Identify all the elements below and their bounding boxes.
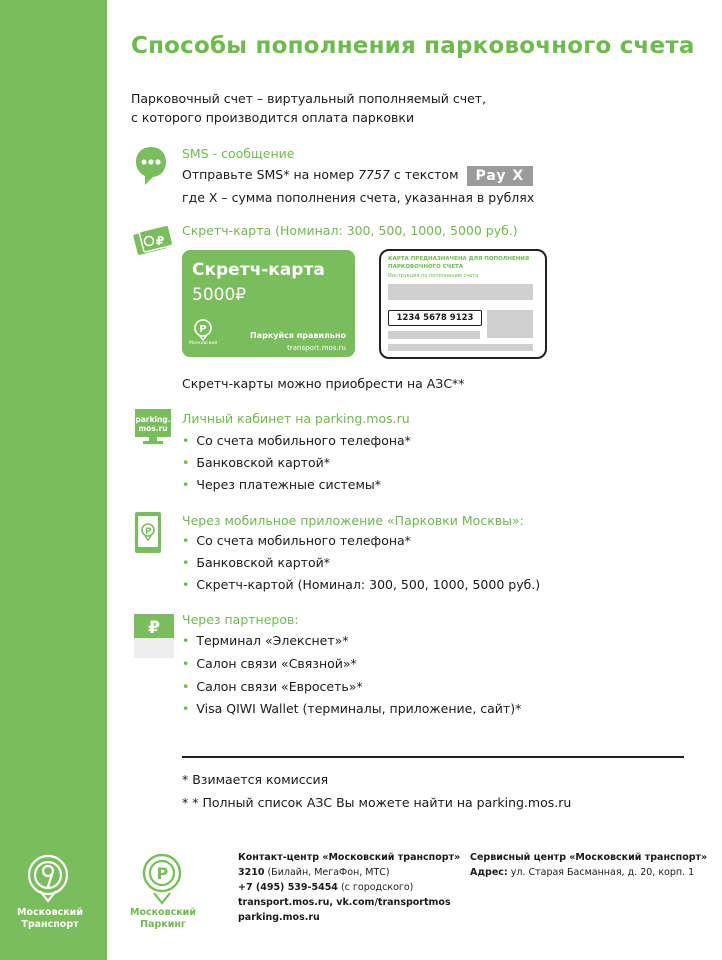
- parking-logo-line-2: Паркинг: [140, 919, 186, 930]
- card-back-instruction: Инструкция по пополнению счета: [388, 273, 479, 279]
- transport-logo-line-1: Московский: [17, 907, 83, 918]
- card-back-header-2: ПАРКОВОЧНОГО СЧЕТА: [388, 264, 463, 270]
- moscow-transport-logo-text: [0, 907, 100, 931]
- scratch-card-front: [182, 250, 355, 357]
- footnote-2: * * Полный список АЗС Вы можете найти на parking.mos.ru: [182, 795, 572, 810]
- card-back-scratch-area: [487, 310, 533, 338]
- intro-line-2: с которого производится оплата парковки: [131, 110, 415, 125]
- moscow-parking-logo-icon: [141, 853, 183, 905]
- smartphone-icon: [134, 511, 162, 554]
- contact-full-phone: +7 (495) 539-5454: [238, 882, 338, 893]
- contact-full-phone-note: (с городского): [337, 882, 414, 893]
- contact-center-block: [238, 850, 460, 925]
- monitor-text-1: parking.: [135, 415, 171, 424]
- ruble-terminal-icon: [134, 614, 174, 658]
- contact-short-phone-note: (Билайн, МегаФон, МТС): [264, 867, 390, 878]
- parking-logo-icon: [193, 319, 213, 341]
- card-site: transport.mos.ru: [287, 344, 346, 352]
- monitor-icon: [134, 408, 172, 446]
- page-title: Способы пополнения парковочного счета: [131, 33, 695, 59]
- service-address: ул. Старая Басманная, д. 20, корп. 1: [507, 867, 695, 878]
- contact-short-phone: 3210: [238, 867, 265, 878]
- service-center-block: [470, 850, 707, 880]
- cabinet-item: • Через платежные системы*: [182, 477, 381, 492]
- contact-sites-1[interactable]: transport.mos.ru, vk.com/transportmos: [238, 897, 451, 908]
- partners-section-title: Через партнеров:: [182, 612, 299, 627]
- card-back-header-1: КАРТА ПРЕДНАЗНАЧЕНА ДЛЯ ПОПОЛНЕНИЯ: [388, 256, 530, 262]
- card-logo-text: Московский: [189, 341, 218, 346]
- svg-text:₽: ₽: [148, 618, 160, 638]
- sms-section-title: SMS - сообщение: [182, 146, 295, 161]
- contact-sites-2[interactable]: parking.mos.ru: [238, 912, 320, 923]
- card-amount: 5000₽: [192, 285, 247, 305]
- app-section-title: Через мобильное приложение «Парковки Москвы»:: [182, 513, 524, 528]
- scratch-card-back: [379, 249, 547, 359]
- svg-text:P: P: [199, 324, 207, 335]
- moscow-parking-logo-text: [118, 907, 208, 931]
- sms-number: 7757: [358, 167, 390, 182]
- partner-item: • Терминал «Элекснет»*: [182, 633, 349, 648]
- scratch-card-icon: [133, 222, 173, 256]
- green-sidebar: [0, 0, 107, 960]
- card-back-bar: [388, 284, 533, 300]
- intro-text: [131, 89, 486, 127]
- card-slogan: Паркуйся правильно: [250, 331, 346, 340]
- sms-explanation: где X – сумма пополнения счета, указанная в рублях: [182, 190, 535, 205]
- partner-item: • Салон связи «Связной»*: [182, 656, 357, 671]
- partner-item: • Visa QIWI Wallet (терминалы, приложение, сайт)*: [182, 701, 521, 716]
- cabinet-section-title: Личный кабинет на parking.mos.ru: [182, 411, 410, 426]
- cabinet-item: • Банковской картой*: [182, 455, 330, 470]
- card-back-header: [388, 255, 529, 271]
- service-title: Сервисный центр «Московский транспорт»: [470, 852, 708, 863]
- svg-text:₽: ₽: [156, 234, 165, 248]
- divider: [182, 756, 684, 758]
- app-item: • Скретч-картой (Номинал: 300, 500, 1000, 5000 руб.): [182, 577, 540, 592]
- contact-title: Контакт-центр «Московский транспорт»: [238, 852, 461, 863]
- transport-logo-line-2: Транспорт: [21, 919, 79, 930]
- scratch-section-title: Скретч-карта (Номинал: 300, 500, 1000, 5000 руб.): [182, 223, 518, 238]
- monitor-text-2: mos.ru: [138, 424, 168, 433]
- card-back-line-2: [388, 344, 533, 351]
- card-name: Скретч-карта: [192, 260, 325, 280]
- partner-item: • Салон связи «Евросеть»*: [182, 679, 363, 694]
- moscow-transport-logo-icon: [26, 853, 70, 905]
- sms-instruction: [182, 166, 533, 186]
- sms-text-after: с текстом: [389, 167, 459, 182]
- sms-text-before: Отправьте SMS* на номер: [182, 167, 359, 182]
- parking-logo-line-1: Московский: [130, 907, 196, 918]
- svg-text:P: P: [156, 864, 169, 883]
- footnote-1: * Взимается комиссия: [182, 772, 329, 787]
- svg-text:P: P: [145, 527, 152, 537]
- card-back-code: 1234 5678 9123: [388, 310, 482, 326]
- app-item: • Со счета мобильного телефона*: [182, 533, 411, 548]
- app-item: • Банковской картой*: [182, 555, 330, 570]
- sms-code-badge: Pay X: [467, 166, 534, 186]
- card-back-line-1: [388, 331, 480, 339]
- chat-bubble-icon: [134, 145, 168, 187]
- scratch-note: Скретч-карты можно приобрести на АЗС**: [182, 376, 465, 391]
- service-address-label: Адрес:: [470, 867, 508, 878]
- cabinet-item: • Со счета мобильного телефона*: [182, 433, 411, 448]
- intro-line-1: Парковочный счет – виртуальный пополняемый счет,: [131, 91, 487, 106]
